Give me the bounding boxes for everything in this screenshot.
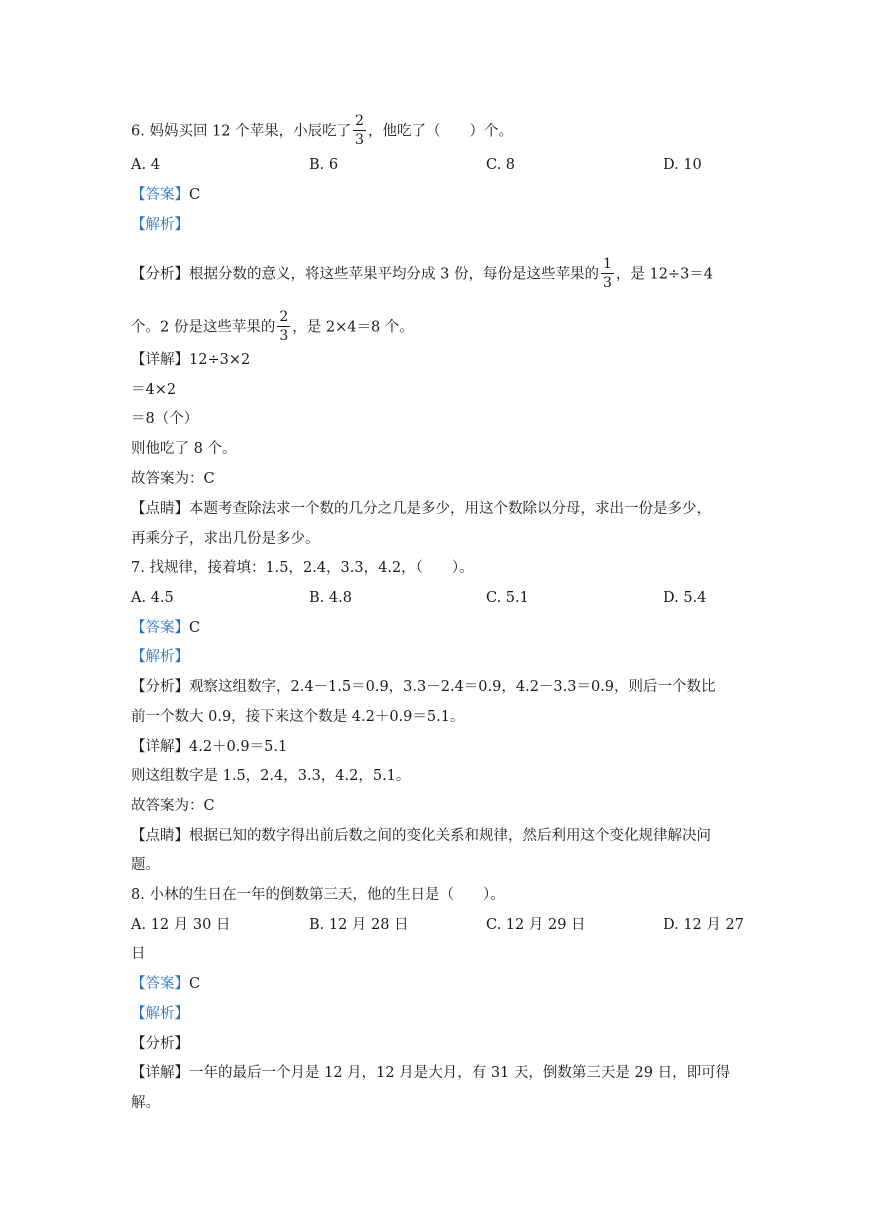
q6-fraction-numerator: 2 [355, 113, 365, 129]
q8-stem: 8. 小林的生日在一年的倒数第三天，他的生日是（ ）。 [131, 887, 505, 903]
q6-jiexi-tag: 【解析】 [131, 217, 189, 233]
q6-fenxi-line1 [131, 258, 713, 291]
q8-option-d: D. 12 月 27 [663, 917, 744, 933]
q6-fenxi2-fraction [277, 310, 290, 343]
q8-answer [131, 974, 200, 994]
q6-fenxi-line2 [131, 311, 414, 344]
q6-stem [131, 115, 513, 148]
q6-fenxi-fraction [601, 257, 614, 290]
q8-xiangjie-line1: 【详解】一年的最后一个月是 12 月，12 月是大月，有 31 天，倒数第三天是 29 日，即可得 [131, 1065, 731, 1081]
q6-stem-part2: ，他吃了（ ）个。 [368, 123, 514, 140]
q7-xiangjie-line2: 则这组数字是 1.5，2.4，3.3，4.2，5.1。 [131, 768, 411, 784]
q8-fenxi: 【分析】 [131, 1036, 189, 1052]
q6-xiangjie-line2: ＝4×2 [131, 382, 177, 398]
q6-fenxi-part1: 【分析】根据分数的意义，将这些苹果平均分成 3 份，每份是这些苹果的 [131, 266, 599, 283]
q7-jiexi-tag: 【解析】 [131, 649, 189, 665]
q6-fenxi-part2: ，是 12÷3＝4 [615, 266, 714, 283]
q7-answer-tag: 【答案】 [131, 620, 189, 636]
q8-xiangjie-line2: 解。 [131, 1095, 160, 1111]
q6-answer-tag: 【答案】 [131, 187, 189, 203]
q6-fraction [353, 114, 366, 147]
q6-dianjing-line2: 再乘分子，求出几份是多少。 [131, 531, 320, 547]
q6-option-a: A. 4 [131, 157, 160, 173]
q6-xiangjie-line5: 故答案为：C [131, 471, 215, 487]
q6-fenxi2-fraction-denominator: 3 [279, 328, 289, 344]
q6-xiangjie-line4: 则他吃了 8 个。 [131, 441, 237, 457]
q7-option-a: A. 4.5 [131, 590, 174, 606]
q6-option-c: C. 8 [486, 157, 516, 173]
q6-xiangjie-line1: 【详解】12÷3×2 [131, 352, 251, 368]
q7-stem: 7. 找规律，接着填：1.5，2.4，3.3，4.2，（ ）。 [131, 560, 474, 576]
q8-answer-value: C [189, 976, 201, 992]
q8-option-a: A. 12 月 30 日 [131, 917, 231, 933]
q8-answer-tag: 【答案】 [131, 976, 189, 992]
q8-option-c: C. 12 月 29 日 [486, 917, 586, 933]
q6-fraction-denominator: 3 [355, 132, 365, 148]
q7-fenxi-line2: 前一个数大 0.9，接下来这个数是 4.2＋0.9＝5.1。 [131, 709, 465, 725]
q7-option-d: D. 5.4 [663, 590, 707, 606]
q6-stem-part1: 6. 妈妈买回 12 个苹果，小辰吃了 [131, 123, 352, 140]
q8-option-b: B. 12 月 28 日 [309, 917, 409, 933]
q7-answer-value: C [189, 620, 201, 636]
q6-xiangjie-line3: ＝8（个） [131, 411, 199, 427]
q6-option-d: D. 10 [663, 157, 702, 173]
q6-fenxi2-fraction-numerator: 2 [279, 309, 289, 325]
q8-jiexi-tag: 【解析】 [131, 1006, 189, 1022]
q6-answer [131, 185, 200, 205]
q7-dianjing-line2: 题。 [131, 857, 160, 873]
q7-fenxi-line1: 【分析】观察这组数字，2.4－1.5＝0.9，3.3－2.4＝0.9，4.2－3.3＝0.9，则后一个数比 [131, 679, 716, 695]
q7-dianjing-line1: 【点睛】根据已知的数字得出前后数之间的变化关系和规律，然后利用这个变化规律解决问 [131, 828, 711, 844]
q6-dianjing-line1: 【点睛】本题考查除法求一个数的几分之几是多少，用这个数除以分母，求出一份是多少， [131, 501, 711, 517]
q7-xiangjie-line1: 【详解】4.2＋0.9＝5.1 [131, 739, 288, 755]
q6-option-b: B. 6 [309, 157, 339, 173]
q7-option-c: C. 5.1 [486, 590, 529, 606]
q7-answer [131, 618, 200, 638]
q6-fenxi2-part1: 个。2 份是这些苹果的 [131, 319, 276, 336]
q7-xiangjie-line3: 故答案为：C [131, 798, 215, 814]
q6-fenxi-fraction-denominator: 3 [602, 275, 612, 291]
q7-option-b: B. 4.8 [309, 590, 352, 606]
q6-answer-value: C [189, 187, 201, 203]
q6-fenxi-fraction-numerator: 1 [602, 256, 612, 272]
q6-fenxi2-part2: ，是 2×4＝8 个。 [292, 319, 414, 336]
q8-option-d-wrap: 日 [131, 946, 146, 962]
